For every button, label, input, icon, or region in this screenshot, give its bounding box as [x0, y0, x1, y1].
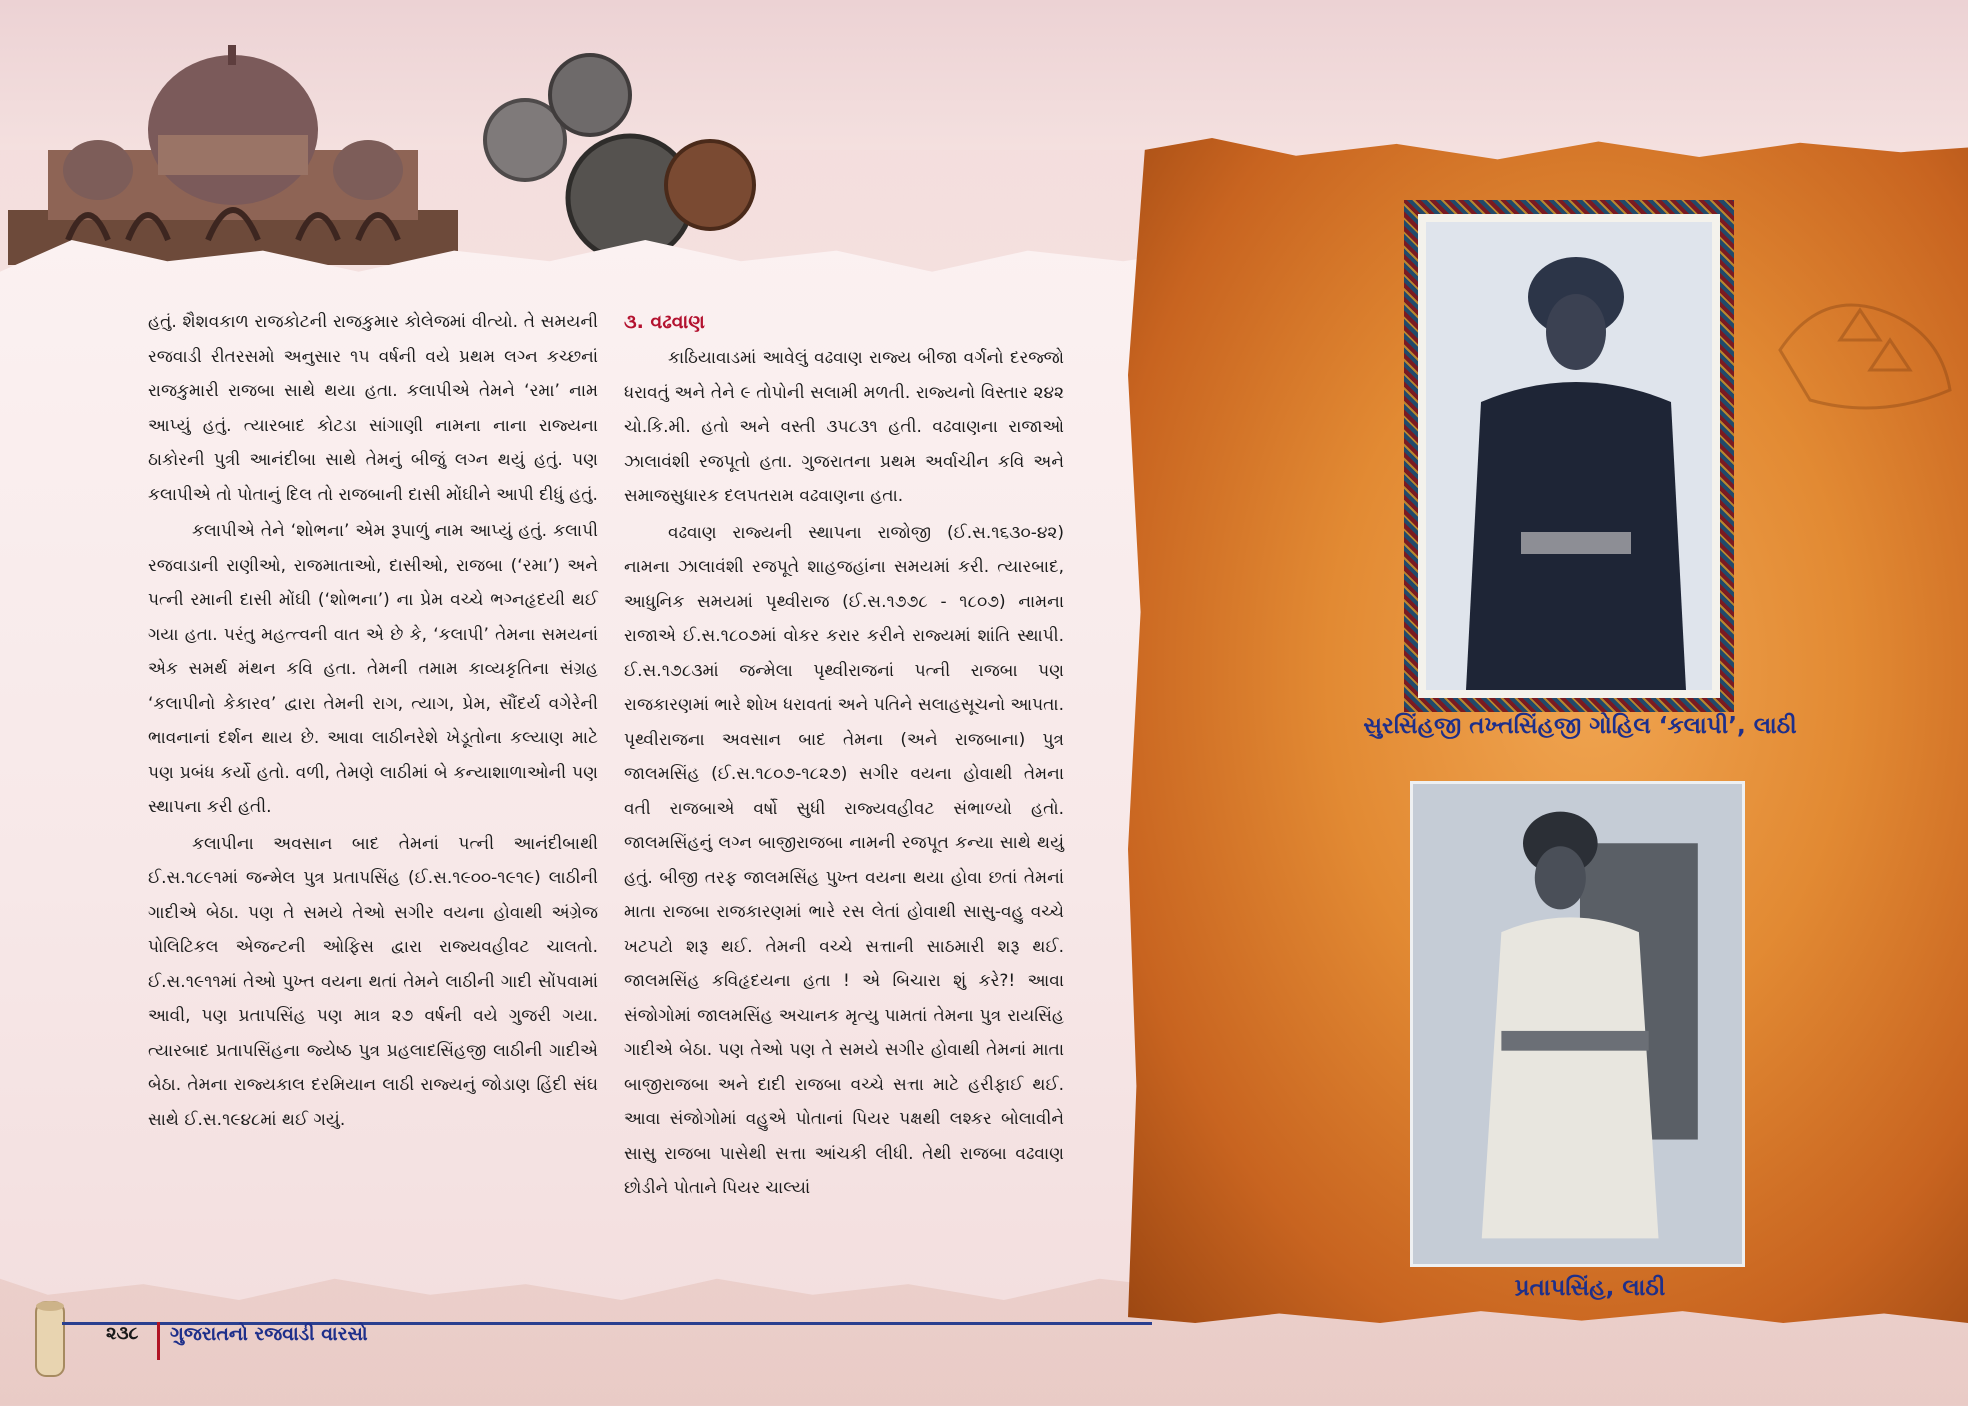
portrait-pratapsinh-photo — [1410, 781, 1745, 1267]
section-heading: ૩. વઢવાણ — [624, 311, 705, 333]
caption-kalapi: સુરસિંહજી તખ્તસિંહજી ગોહિલ ‘કલાપી’, લાઠી — [1363, 713, 1797, 739]
palace-dome-illustration — [8, 40, 458, 265]
middle-text-column — [624, 305, 1064, 1208]
portrait-frame-kalapi — [1404, 200, 1734, 712]
portrait-kalapi-photo — [1426, 222, 1712, 690]
paragraph: કાઠિયાવાડમાં આવેલું વઢવાણ રાજ્ય બીજા વર્ગનો દરજ્જો ધરાવતું અને તેને ૯ તોપોની સલામી મળતી. રાજ્યનો વિસ્તાર ૨૪૨ ચો.કિ.મી. હતો અને વસ્તી ૩૫૮૩૧ હતી. વઢવાણના રાજાઓ ઝાલાવંશી રજપૂતો હતા. ગુજરાતના પ્રથમ અર્વાચીન કવિ અને સમાજસુધારક દલપતરામ વઢવાણના હતા. — [624, 348, 1064, 506]
heraldic-motif — [1760, 270, 1968, 430]
caption-pratapsinh: પ્રતાપસિંહ, લાઠી — [1514, 1275, 1666, 1301]
paragraph: હતું. શૈશવકાળ રાજકોટની રાજકુમાર કોલેજમાં વીત્યો. તે સમયની રજવાડી રીતરસમો અનુસાર ૧૫ વર્ષની વયે પ્રથમ લગ્ન કચ્છનાં રાજકુમારી રાજબા સાથે થયા હતા. કલાપીએ તેમને ‘રમા’ નામ આપ્યું હતું. ત્યારબાદ કોટડા સાંગાણી નામના નાના રાજ્યના ઠાકોરની પુત્રી આનંદીબા સાથે તેમનું બીજું લગ્ન થયું હતું. પણ કલાપીએ તો પોતાનું દિલ તો રાજબાની દાસી મોંઘીને આપી દીધું હતું. — [148, 312, 598, 505]
page-number: ૨૩૮ — [106, 1323, 139, 1344]
running-title: ગુજરાતનો રજવાડી વારસો — [170, 1323, 368, 1345]
paragraph: કલાપીએ તેને ‘શોભના’ એમ રૂપાળું નામ આપ્યું હતું. કલાપી રજવાડાની રાણીઓ, રાજમાતાઓ, દાસીઓ, રાજબા (‘રમા’) અને પત્ની રમાની દાસી મોંઘી (‘શોભના’) ના પ્રેમ વચ્ચે ભગ્નહૃદયી થઈ ગયા હતા. પરંતુ મહત્ત્વની વાત એ છે કે, ‘કલાપી’ તેમના સમયનાં એક સમર્થ મંથન કવિ હતા. તેમની તમામ કાવ્યકૃતિના સંગ્રહ ‘કલાપીનો કેકારવ’ દ્વારા તેમની રાગ, ત્યાગ, પ્રેમ, સૌંદર્ય વગેરેની ભાવનાનાં દર્શન થાય છે. આવા લાઠીનરેશે ખેડૂતોના કલ્યાણ માટે પણ પ્રબંધ કર્યો હતો. વળી, તેમણે લાઠીમાં બે કન્યાશાળાઓની પણ સ્થાપના કરી હતી. — [148, 521, 598, 817]
footer-divider — [157, 1322, 160, 1360]
scroll-ornament-icon — [30, 1298, 70, 1380]
paragraph: વઢવાણ રાજ્યની સ્થાપના રાજોજી (ઈ.સ.૧૬૩૦-૪૨) નામના ઝાલાવંશી રજપૂતે શાહજહાંના સમયમાં કરી. ત્યારબાદ, આધુનિક સમયમાં પૃથ્વીરાજ (ઈ.સ.૧૭૭૮ - ૧૮૦૭) નામના રાજાએ ઈ.સ.૧૮૦૭માં વોકર કરાર કરીને રાજ્યમાં શાંતિ સ્થાપી. ઈ.સ.૧૭૮૩માં જન્મેલા પૃથ્વીરાજનાં પત્ની રાજબા પણ રાજકારણમાં ભારે શોખ ધરાવતાં અને પતિને સલાહસૂચનો આપતા. પૃથ્વીરાજના અવસાન બાદ તેમના (અને રાજબાના) પુત્ર જાલમસિંહ (ઈ.સ.૧૮૦૭-૧૮૨૭) સગીર વયના હોવાથી તેમના વતી રાજબાએ વર્ષો સુધી રાજ્યવહીવટ સંભાળ્યો હતો. જાલમસિંહનું લગ્ન બાજીરાજબા નામની રજપૂત કન્યા સાથે થયું હતું. બીજી તરફ જાલમસિંહ પુખ્ત વયના થયા હોવા છતાં તેમનાં માતા રાજબા રાજકારણમાં ભારે રસ લેતાં હોવાથી સાસુ-વહુ વચ્ચે ખટપટો શરૂ થઈ. તેમની વચ્ચે સત્તાની સાઠમારી શરૂ થઈ. જાલમસિંહ કવિહૃદયના હતા ! એ બિચારા શું કરે?! આવા સંજોગોમાં જાલમસિંહ અચાનક મૃત્યુ પામતાં તેમના પુત્ર રાયસિંહ ગાદીએ બેઠા. પણ તેઓ પણ તે સમયે સગીર હોવાથી તેમનાં માતા બાજીરાજબા અને દાદી રાજબા વચ્ચે સત્તા માટે હરીફાઈ થઈ. આવા સંજોગોમાં વહુએ પોતાનાં પિયર પક્ષથી લશ્કર બોલાવીને સાસુ રાજબા પાસેથી સત્તા આંચકી લીધી. તેથી રાજબા વઢવાણ છોડીને પોતાને પિયર ચાલ્યાં — [624, 522, 1064, 1198]
paragraph: કલાપીના અવસાન બાદ તેમનાં પત્ની આનંદીબાથી ઈ.સ.૧૮૯૧માં જન્મેલ પુત્ર પ્રતાપસિંહ (ઈ.સ.૧૯૦૦-૧૯૧૯) લાઠીની ગાદીએ બેઠા. પણ તે સમયે તેઓ સગીર વયના હોવાથી અંગ્રેજ પોલિટિકલ એજન્ટની ઓફિસ દ્વારા રાજ્યવહીવટ ચાલતો. ઈ.સ.૧૯૧૧માં તેઓ પુખ્ત વયના થતાં તેમને લાઠીની ગાદી સોંપવામાં આવી, પણ પ્રતાપસિંહ પણ માત્ર ૨૭ વર્ષની વયે ગુજરી ગયા. ત્યારબાદ પ્રતાપસિંહના જ્યેષ્ઠ પુત્ર પ્રહલાદસિંહજી લાઠીની ગાદીએ બેઠા. તેમના રાજ્યકાલ દરમિયાન લાઠી રાજ્યનું જોડાણ હિંદી સંઘ સાથે ઈ.સ.૧૯૪૮માં થઈ ગયું. — [148, 833, 598, 1130]
coins-illustration — [470, 40, 770, 270]
left-text-column — [148, 305, 598, 1139]
